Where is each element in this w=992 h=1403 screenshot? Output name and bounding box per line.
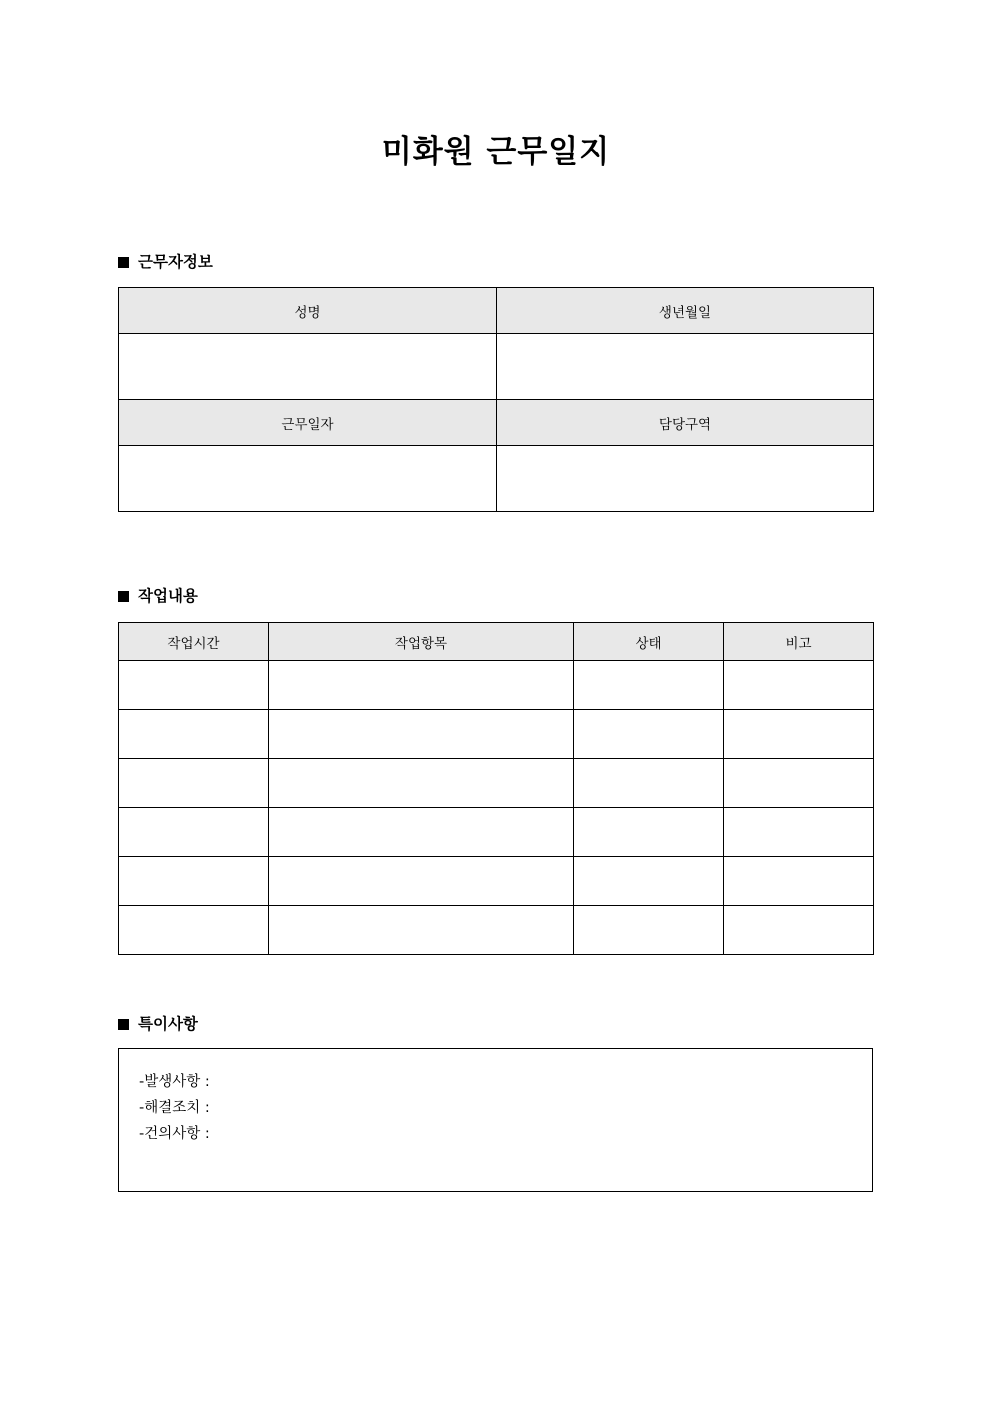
square-bullet-icon [118,257,129,268]
cell-status[interactable] [574,808,724,857]
column-header-remarks: 비고 [724,623,874,661]
table-row [119,446,874,512]
cell-remarks[interactable] [724,906,874,955]
cell-work-item[interactable] [269,661,574,710]
cell-work-time[interactable] [119,808,269,857]
section-heading-label: 작업내용 [138,587,198,605]
cell-work-time[interactable] [119,906,269,955]
cell-remarks[interactable] [724,661,874,710]
cell-status[interactable] [574,857,724,906]
list-item[interactable]: -발생사항 : [139,1074,210,1090]
worker-name-value[interactable] [119,334,497,400]
cell-remarks[interactable] [724,857,874,906]
table-row [119,288,874,334]
cell-work-item[interactable] [269,857,574,906]
table-row [119,906,874,955]
list-item[interactable]: -해결조치 : [139,1100,210,1116]
worker-name-header: 성명 [119,288,497,334]
worker-birthdate-header: 생년월일 [497,288,874,334]
cell-work-time[interactable] [119,710,269,759]
cell-status[interactable] [574,710,724,759]
list-item[interactable]: -건의사항 : [139,1126,210,1142]
table-row [119,759,874,808]
assigned-area-value[interactable] [497,446,874,512]
cell-work-time[interactable] [119,661,269,710]
column-header-work-item: 작업항목 [269,623,574,661]
work-date-value[interactable] [119,446,497,512]
worker-info-table [118,287,874,512]
square-bullet-icon [118,1019,129,1030]
work-date-header: 근무일자 [119,400,497,446]
table-header-row [119,623,874,661]
cell-remarks[interactable] [724,759,874,808]
cell-remarks[interactable] [724,710,874,759]
page-title: 미화원 근무일지 [381,134,611,170]
task-details-table [118,622,874,955]
special-notes-list [119,1049,872,1147]
worker-birthdate-value[interactable] [497,334,874,400]
cell-work-item[interactable] [269,808,574,857]
section-heading-task-details [118,585,198,607]
cell-work-time[interactable] [119,759,269,808]
column-header-work-time: 작업시간 [119,623,269,661]
table-row [119,857,874,906]
square-bullet-icon [118,591,129,602]
cell-work-time[interactable] [119,857,269,906]
cell-status[interactable] [574,906,724,955]
table-row [119,661,874,710]
section-heading-label: 근무자정보 [138,253,213,271]
assigned-area-header: 담당구역 [497,400,874,446]
table-row [119,808,874,857]
special-notes-box[interactable] [118,1048,873,1192]
section-heading-worker-info [118,251,213,273]
cell-work-item[interactable] [269,759,574,808]
section-heading-special-notes [118,1013,198,1035]
cell-status[interactable] [574,759,724,808]
cell-work-item[interactable] [269,710,574,759]
table-row [119,400,874,446]
column-header-status: 상태 [574,623,724,661]
table-row [119,710,874,759]
table-row [119,334,874,400]
section-heading-label: 특이사항 [138,1015,198,1033]
cell-remarks[interactable] [724,808,874,857]
cell-work-item[interactable] [269,906,574,955]
cell-status[interactable] [574,661,724,710]
